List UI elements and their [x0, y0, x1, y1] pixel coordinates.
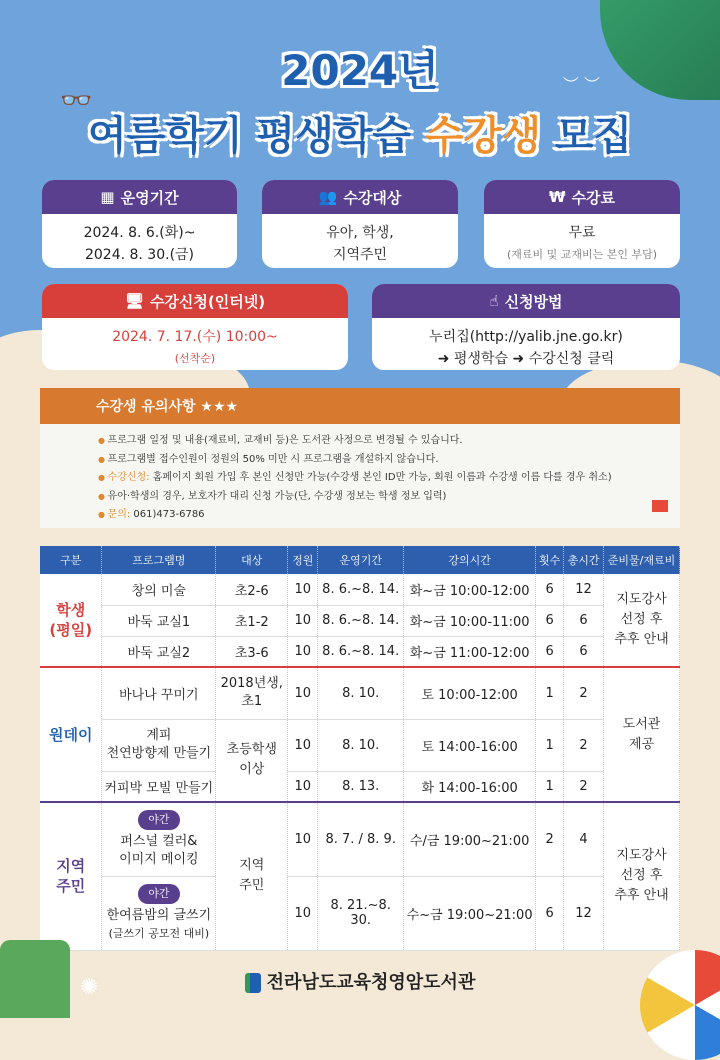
- notice-box: [40, 388, 680, 528]
- group-label: 학생 (평일): [40, 574, 102, 667]
- prep-cell: 도서관 제공: [604, 667, 680, 802]
- table-row: 계피 천연방향제 만들기 초등학생 이상 10 8. 10. 토 14:00-16:00 1 2: [40, 719, 680, 771]
- program-table: [40, 546, 680, 951]
- night-badge: 야간: [138, 810, 179, 830]
- notice-contact: ● 문의: 061)473-6786: [98, 506, 680, 525]
- footer-org: 전라남도교육청영암도서관: [0, 968, 720, 994]
- library-logo-icon: [245, 973, 261, 993]
- beach-ball-decoration: [640, 950, 720, 1060]
- col-header: 운영기간: [318, 546, 404, 574]
- table-row: 바둑 교실1 초1-2 10 8. 6.~8. 14. 화~금 10:00-11:00 6 6: [40, 605, 680, 636]
- table-row: 원데이 바나나 꾸미기 2018년생, 초1 10 8. 10. 토 10:00-12:00 1 2 도서관 제공: [40, 667, 680, 719]
- card-apply: 🖥 수강신청(인터넷) 2024. 7. 17.(수) 10:00~ (선착순): [42, 284, 348, 370]
- table-row: 커피박 모빌 만들기 10 8. 13. 화 14:00-16:00 1 2: [40, 771, 680, 802]
- homepage-link[interactable]: 누리집(http://yalib.jne.go.kr): [429, 329, 623, 345]
- won-coin-icon: ₩: [548, 188, 566, 206]
- people-icon: 👥: [318, 188, 338, 206]
- table-row: 바둑 교실2 초3-6 10 8. 6.~8. 14. 화~금 11:00-12:00 6 6: [40, 636, 680, 667]
- card-method: ☝ 신청방법 누리집(http://yalib.jne.go.kr) ➜ 평생학습 ➜ 수강신청 클릭: [372, 284, 680, 370]
- prep-cell: 지도강사 선정 후 추후 안내: [604, 574, 680, 667]
- table-row: 지역 주민 야간 퍼스널 컬러& 이미지 메이킹 지역 주민 10 8. 7. / 8. 9. 수/금 19:00~21:00 2 4 지도강사 선정 후 추후 안내: [40, 802, 680, 876]
- sunglasses-icon: 👓: [60, 86, 93, 116]
- table-row: 학생 (평일) 창의 미술 초2-6 10 8. 6.~8. 14. 화~금 10:00-12:00 6 12 지도강사 선정 후 추후 안내: [40, 574, 680, 605]
- col-header: 총시간: [564, 546, 604, 574]
- group-label: 원데이: [40, 667, 102, 802]
- col-header: 강의시간: [404, 546, 536, 574]
- card-period: ▦ 운영기간 2024. 8. 6.(화)~ 2024. 8. 30.(금): [42, 180, 237, 268]
- notice-item: ● 유아·학생의 경우, 보호자가 대리 신청 가능(단, 수강생 정보는 학생 정보 입력): [98, 488, 680, 507]
- card-fee: ₩ 수강료 무료 (재료비 및 교재비는 본인 부담): [484, 180, 680, 268]
- notice-item: ● 수강신청: 홈페이지 회원 가입 후 본인 신청만 가능(수강생 본인 ID만 가능, 회원 이름과 수강생 이름 다를 경우 취소): [98, 469, 680, 488]
- flag-decoration: [652, 500, 668, 512]
- notice-item: ● 프로그램별 접수인원이 정원의 50% 미만 시 프로그램을 개설하지 않습니다.: [98, 451, 680, 470]
- col-header: 구분: [40, 546, 102, 574]
- col-header: 프로그램명: [102, 546, 216, 574]
- col-header: 정원: [288, 546, 318, 574]
- col-header: 준비물/재료비: [604, 546, 680, 574]
- table-row: 야간 한여름밤의 글쓰기 (글쓰기 공모전 대비) 10 8. 21.~8. 30. 수~금 19:00~21:00 6 12: [40, 876, 680, 950]
- prep-cell: 지도강사 선정 후 추후 안내: [604, 802, 680, 950]
- pointer-hand-icon: ☝: [489, 292, 499, 310]
- group-label: 지역 주민: [40, 802, 102, 950]
- shell-decoration: ✺: [80, 975, 99, 1000]
- col-header: 횟수: [536, 546, 564, 574]
- computer-icon: 🖥: [124, 292, 144, 310]
- card-target: 👥 수강대상 유아, 학생, 지역주민: [262, 180, 458, 268]
- poster-title: 여름학기 평생학습 수강생 모집: [87, 113, 633, 159]
- arrow-icon: ➜: [512, 351, 525, 367]
- calendar-icon: ▦: [100, 188, 115, 206]
- arrow-icon: ➜: [437, 351, 450, 367]
- notice-title: 수강생 유의사항 ★★★: [40, 388, 680, 424]
- col-header: 대상: [216, 546, 288, 574]
- birds-decoration: ︶ ︶: [562, 75, 600, 94]
- poster-year: 2024년: [281, 46, 439, 95]
- notice-item: ● 프로그램 일정 및 내용(재료비, 교재비 등)은 도서관 사정으로 변경될 수 있습니다.: [98, 432, 680, 451]
- night-badge: 야간: [138, 884, 179, 904]
